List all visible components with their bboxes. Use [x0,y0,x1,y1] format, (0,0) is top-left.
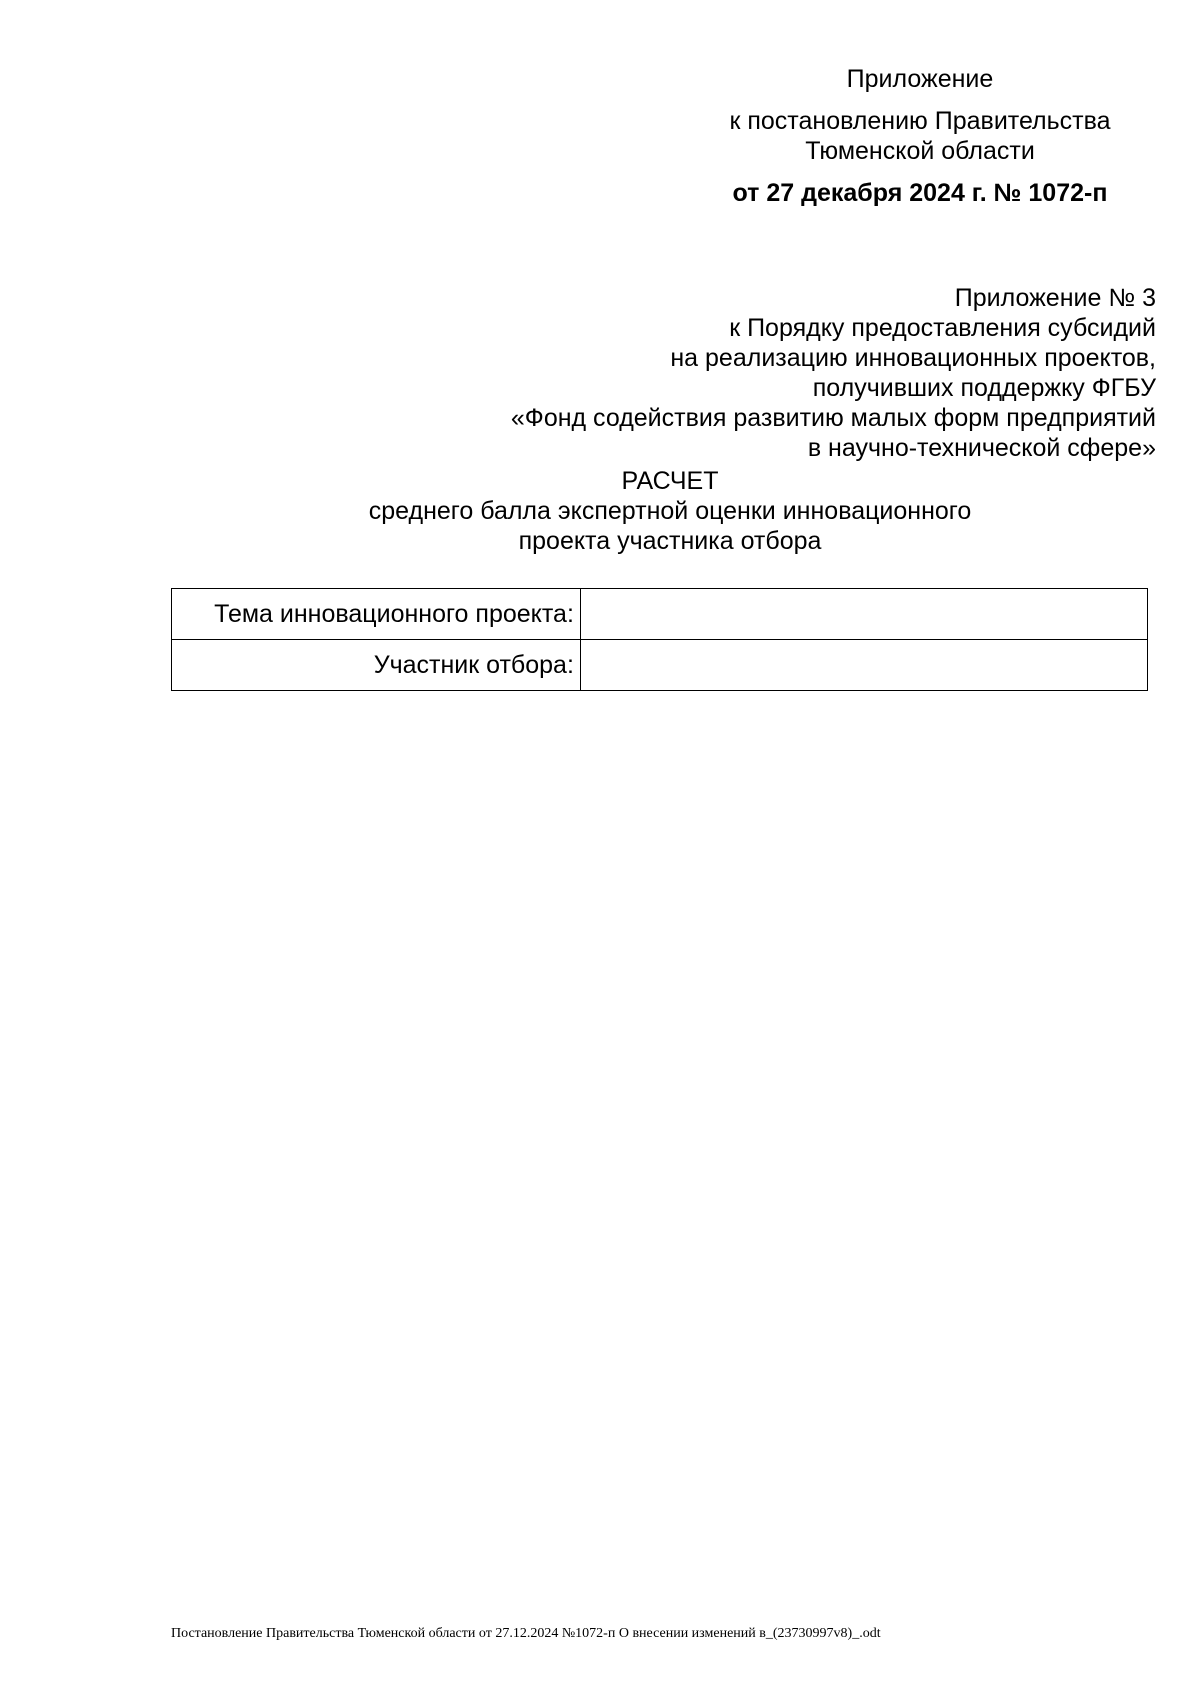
header-resolution-reference [700,106,1140,166]
appendix-line: «Фонд содействия развитию малых форм предприятий [510,404,1156,432]
project-topic-label: Тема инновационного проекта: [172,589,581,640]
appendix-line: к Порядку предоставления субсидий [729,314,1156,342]
header-line-1: к постановлению Правительства [729,107,1111,135]
appendix-line: получивших поддержку ФГБУ [812,374,1156,402]
title-heading: РАСЧЕТ [621,467,719,495]
appendix-line: на реализацию инновационных проектов, [670,344,1156,372]
project-topic-field[interactable] [580,589,1147,640]
header-date: от 27 декабря 2024 г. № 1072-п [732,179,1108,207]
header-line-2: Тюменской области [805,137,1035,165]
title-line-2: проекта участника отбора [518,527,822,555]
project-info-table [171,588,1148,691]
header-title: Приложение [846,65,994,93]
appendix-line: Приложение № 3 [954,284,1156,312]
appendix-line: в научно-технической сфере» [807,434,1156,462]
document-title [300,466,1040,556]
table-row [172,640,1148,691]
page-footer: Постановление Правительства Тюменской области от 27.12.2024 №1072-п О внесении изменений в_(23730997v8)_.odt [171,1626,881,1641]
participant-field[interactable] [580,640,1147,691]
title-line-1: среднего балла экспертной оценки инновационного [368,497,972,525]
participant-label: Участник отбора: [172,640,581,691]
appendix-reference [511,283,1156,463]
table-row [172,589,1148,640]
